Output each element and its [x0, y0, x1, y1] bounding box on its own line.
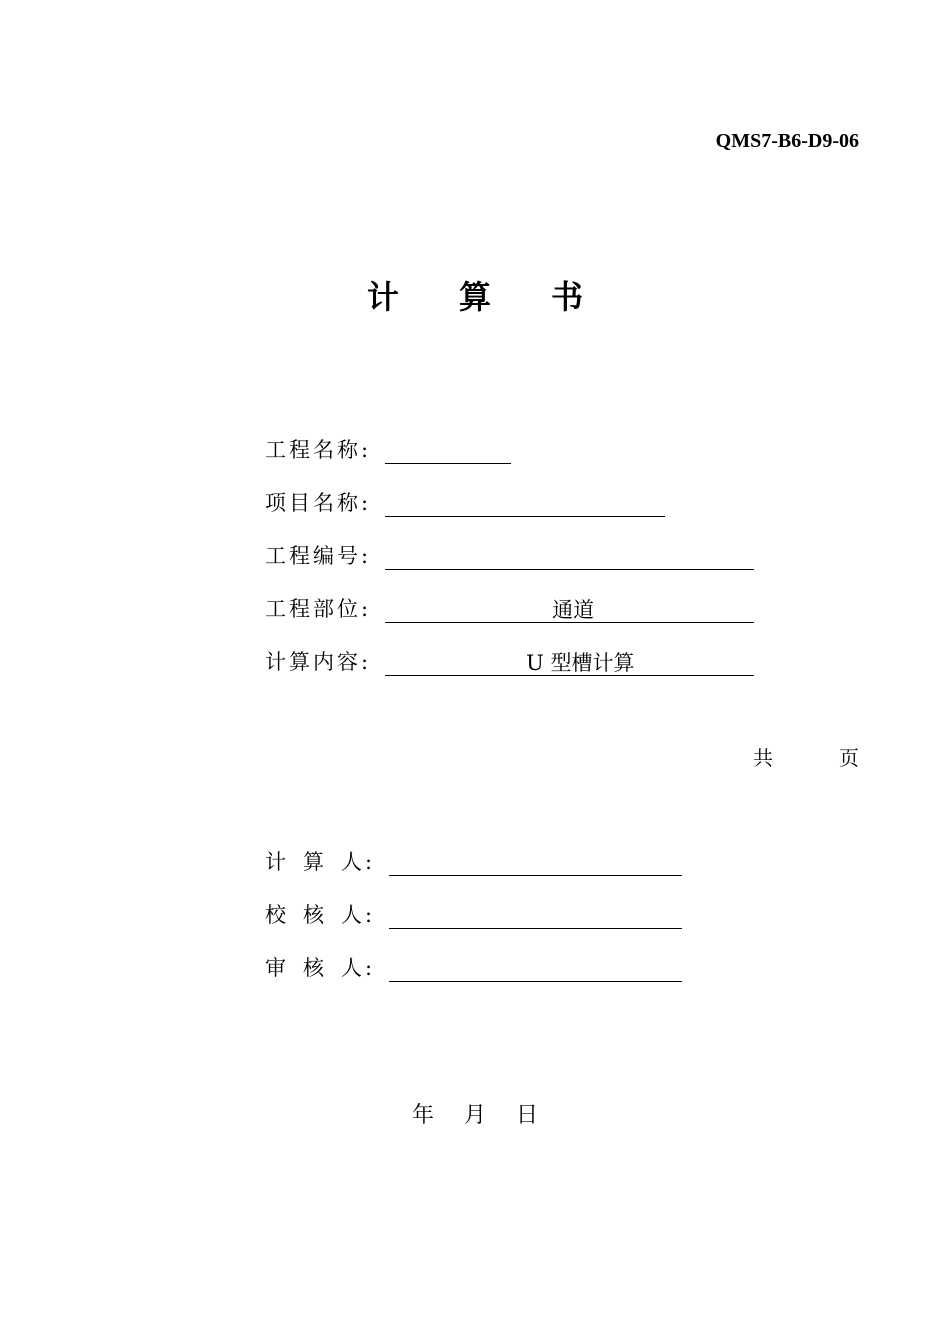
date-year-label: 年 [411, 1103, 434, 1128]
signature-reviewer [265, 952, 682, 982]
page-count [753, 742, 859, 771]
field-project-part [265, 593, 754, 623]
signature-calculator [265, 846, 682, 876]
field-item-name-label: 项目名称: [265, 491, 372, 515]
signature-calculator-label: 计 算 人: [265, 850, 376, 874]
document-title [0, 272, 950, 318]
title-char-3: 书 [551, 278, 584, 316]
field-project-number-line[interactable] [385, 543, 754, 570]
field-calc-content [265, 646, 754, 676]
signature-calculator-line[interactable] [389, 849, 682, 876]
signature-checker-line[interactable] [389, 902, 682, 929]
page-count-page-label: 页 [839, 746, 859, 770]
date-month-label: 月 [463, 1103, 486, 1128]
field-item-name [265, 487, 665, 517]
signature-reviewer-label: 审 核 人: [265, 956, 376, 980]
page-count-total-label: 共 [753, 746, 773, 770]
signature-reviewer-line[interactable] [389, 955, 682, 982]
field-calc-content-line[interactable] [385, 649, 754, 676]
field-project-number [265, 540, 754, 570]
field-calc-content-value: U 型槽计算 [526, 651, 635, 675]
field-project-name-line[interactable] [385, 437, 511, 464]
field-project-part-line[interactable] [385, 596, 754, 623]
field-calc-content-label: 计算内容: [265, 650, 372, 674]
date-day-label: 日 [516, 1103, 539, 1128]
title-char-1: 计 [367, 278, 400, 316]
field-project-name-label: 工程名称: [265, 438, 372, 462]
date-row [0, 1098, 950, 1129]
field-item-name-line[interactable] [385, 490, 665, 517]
field-project-part-label: 工程部位: [265, 597, 372, 621]
signature-checker [265, 899, 682, 929]
field-project-name [265, 434, 511, 464]
title-char-2: 算 [459, 278, 492, 316]
document-code: QMS7-B6-D9-06 [715, 130, 859, 152]
signature-checker-label: 校 核 人: [265, 903, 376, 927]
field-project-number-label: 工程编号: [265, 544, 372, 568]
field-project-part-value: 通道 [552, 598, 595, 622]
